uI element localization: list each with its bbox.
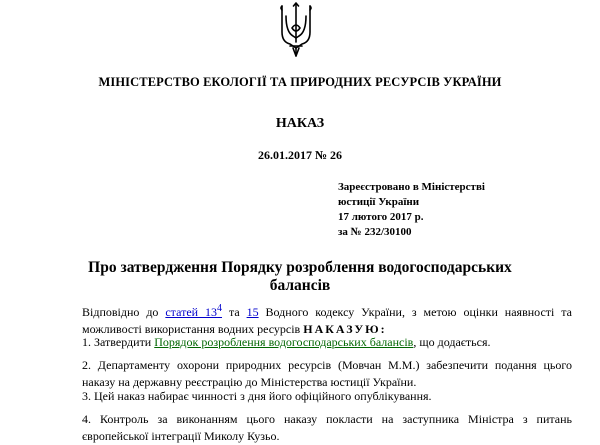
registration-line: юстиції України [338, 196, 420, 208]
procedure-link[interactable]: Порядок розроблення водогосподарських балансів [154, 335, 414, 349]
preamble-text: та [222, 305, 247, 319]
order-item: 3. Цей наказ набирає чинності з дня його офіційного опублікування. [82, 389, 432, 403]
registration-line: Зареєстровано в Міністерстві [338, 181, 485, 193]
preamble-paragraph [64, 300, 572, 338]
order-item [64, 334, 572, 351]
order-colon: : [380, 322, 387, 336]
document-title [0, 259, 600, 295]
ministry-name: МІНІСТЕРСТВО ЕКОЛОГІЇ ТА ПРИРОДНИХ РЕСУРСІВ УКРАЇНИ [98, 75, 502, 89]
registration-line: 17 лютого 2017 р. [338, 211, 424, 223]
order-word: НАКАЗУЮ [303, 322, 381, 336]
document-date-number: 26.01.2017 № 26 [257, 148, 343, 162]
registration-stamp [338, 180, 485, 240]
item-text: , що додається. [413, 335, 491, 349]
law-article-link[interactable]: статей 13$^4$ [165, 303, 223, 319]
document-type: НАКАЗ [275, 116, 325, 131]
title-line: балансів [269, 277, 331, 294]
trident-icon [276, 2, 316, 60]
preamble-text: Відповідно до [82, 305, 166, 319]
law-article-link[interactable]: 15 [246, 305, 259, 319]
item-text: 1. Затвердити [82, 335, 155, 349]
order-item: 2. Департаменту охорони природних ресурсів (Мовчан М.М.) забезпечити подання цього наказу на державну реєстрацію до Міністерства юстиції України. [82, 358, 572, 389]
title-line: Про затвердження Порядку розроблення водогосподарських [88, 259, 512, 276]
order-item: 4. Контроль за виконанням цього наказу покласти на заступника Міністра з питань європейської інтеграції Миколу Кузьо. [82, 412, 572, 443]
preamble-text: Водного кодексу України, з метою оцінки наявності та можливості використання водних ресурсів [82, 305, 573, 336]
article-superscript: 4 [217, 303, 223, 314]
registration-line: за № 232/30100 [338, 226, 412, 238]
